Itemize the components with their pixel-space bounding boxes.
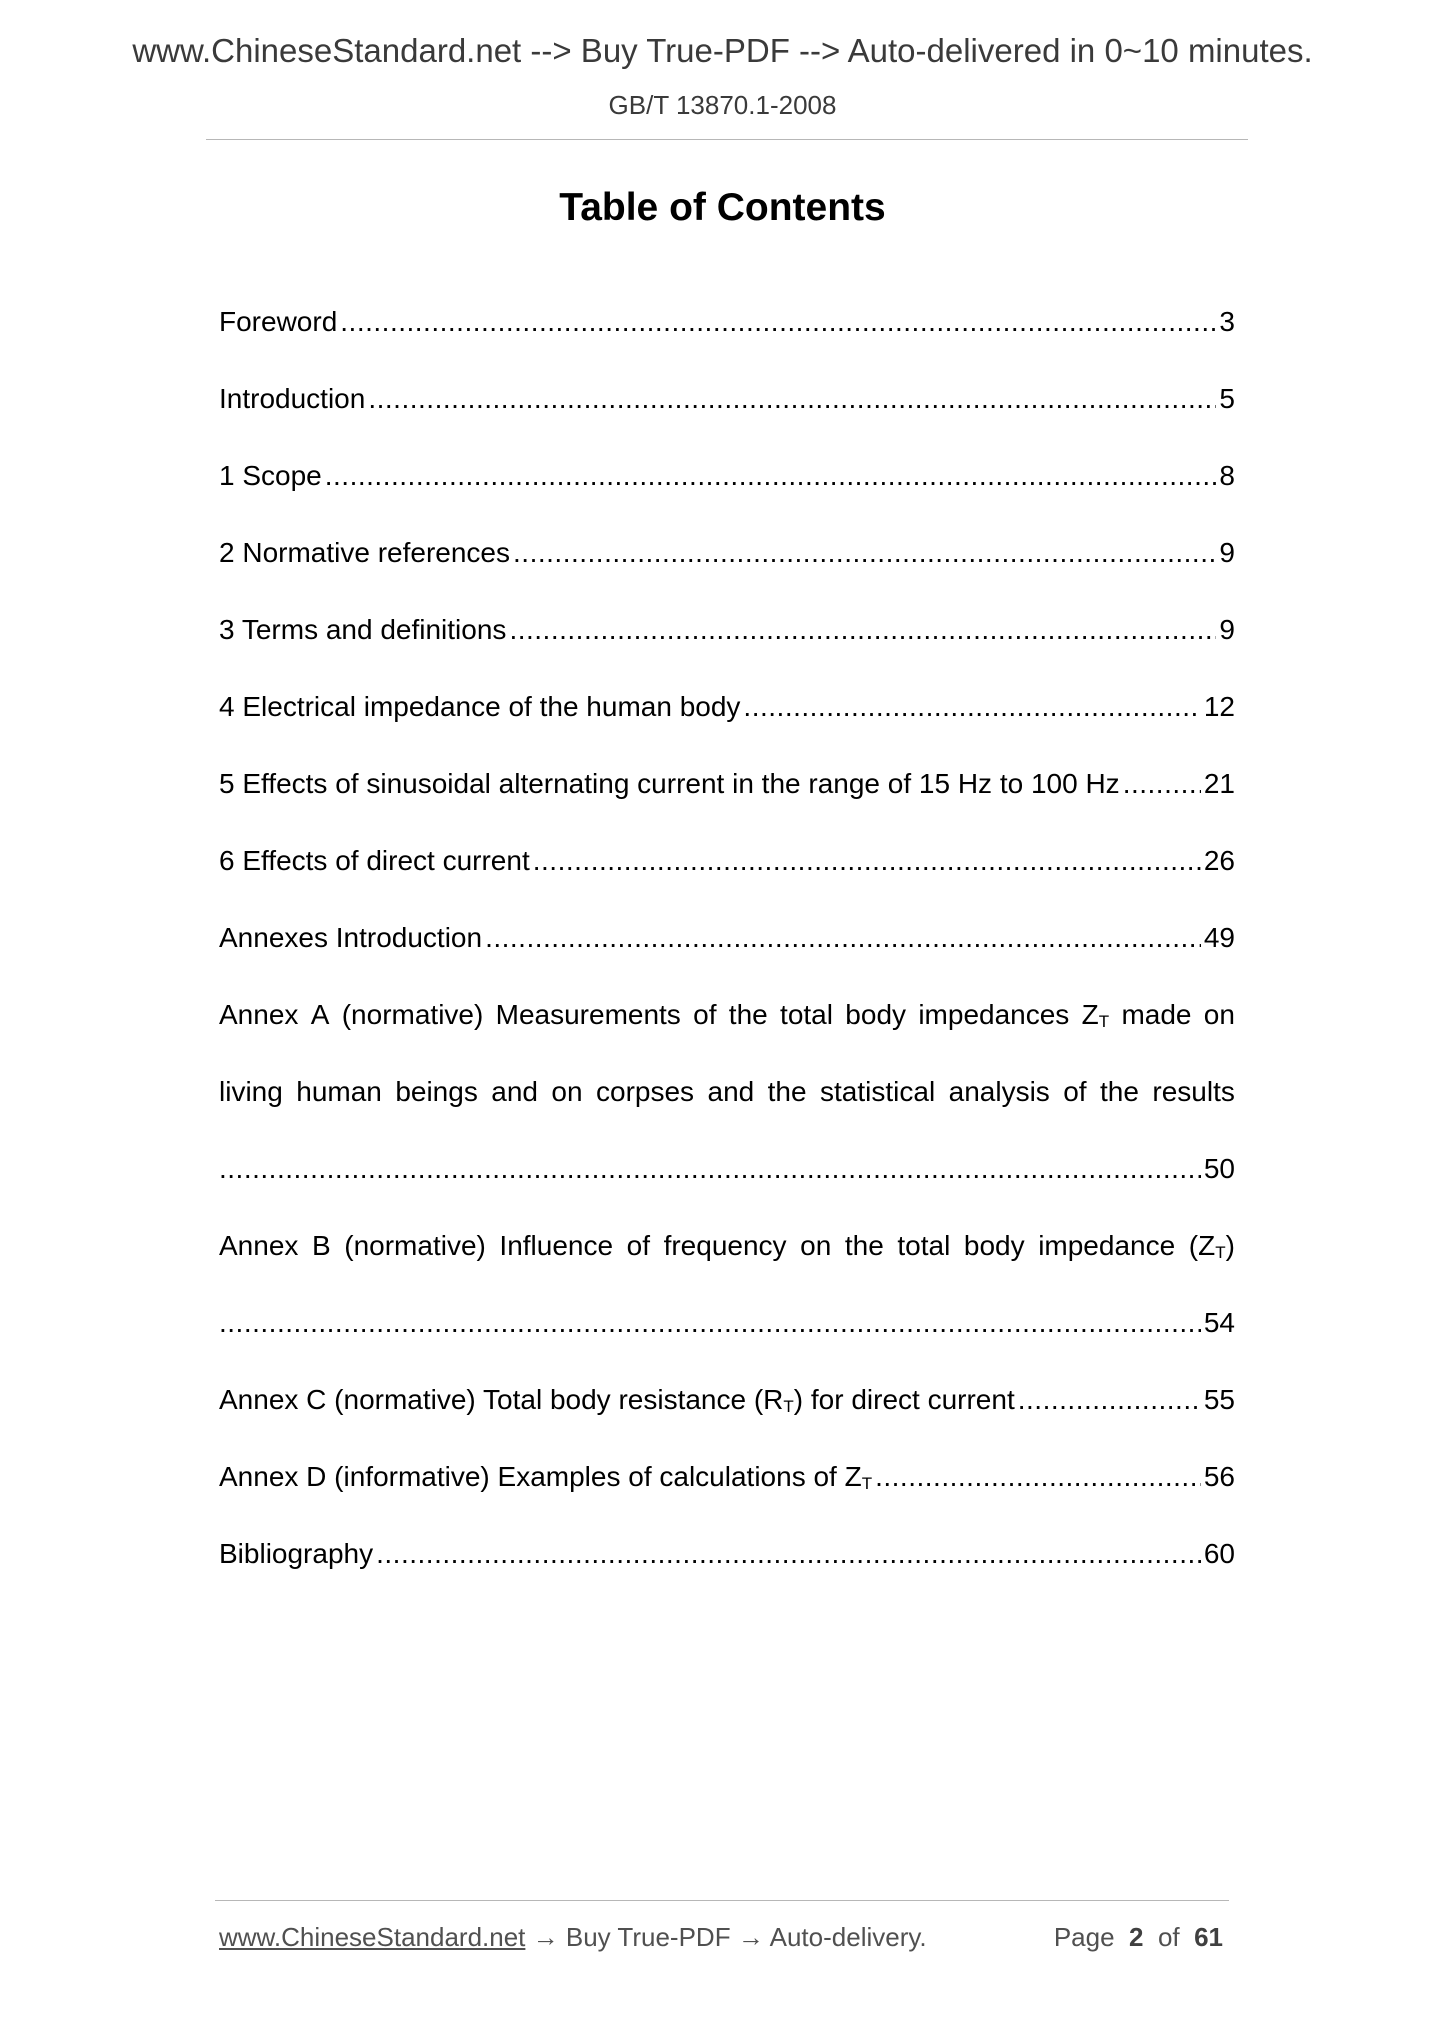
toc-leader-dots <box>1018 1380 1201 1420</box>
toc-word: statistical <box>820 1076 936 1107</box>
toc-word: (normative) <box>341 999 484 1030</box>
header-banner: www.ChineseStandard.net --> Buy True-PDF --> Auto-delivered in 0~10 minutes. <box>132 32 1313 69</box>
toc-entry-impedance[interactable] <box>219 687 1235 727</box>
toc-word: on <box>800 1230 832 1261</box>
toc-word: Annex <box>219 1230 299 1261</box>
toc-word: frequency <box>663 1230 787 1261</box>
toc-word: the <box>728 999 768 1030</box>
toc-entry-annex-b-leader[interactable] <box>219 1303 1235 1343</box>
toc-leader-dots <box>875 1457 1201 1497</box>
page-current: 2 <box>1129 1922 1144 1952</box>
toc-page-number: 56 <box>1203 1461 1235 1492</box>
toc-entry-label: 5 Effects of sinusoidal alternating current in the range of 15 Hz to 100 Hz <box>219 768 1120 799</box>
toc-word: impedance <box>1038 1230 1176 1261</box>
toc-word: total <box>780 999 833 1030</box>
toc-word: total <box>897 1230 951 1261</box>
toc-leader-dots <box>1123 764 1201 804</box>
toc-entry-annex-a-line1[interactable] <box>219 995 1235 1035</box>
toc-entry-label: Foreword <box>219 306 338 337</box>
toc-entry-label: Bibliography <box>219 1538 374 1569</box>
toc-page-number: 9 <box>1219 537 1235 568</box>
toc-entry-label: 6 Effects of direct current <box>219 845 530 876</box>
toc-leader-dots <box>340 302 1216 342</box>
toc-entry-bibliography[interactable] <box>219 1534 1235 1574</box>
toc-entry-annex-a-leader[interactable] <box>219 1149 1235 1189</box>
toc-page-number: 60 <box>1203 1538 1235 1569</box>
toc-word: Influence <box>499 1230 614 1261</box>
standard-number: GB/T 13870.1-2008 <box>608 90 837 120</box>
toc-word: of <box>693 999 717 1030</box>
symbol-subscript: T <box>783 1397 794 1416</box>
toc-entry-label <box>219 1457 872 1501</box>
toc-leader-dots <box>513 533 1216 573</box>
toc-word: body <box>963 1230 1025 1261</box>
label-prefix: Annex D (informative) Examples of calculations of Z <box>219 1461 862 1492</box>
toc-entry-label: 3 Terms and definitions <box>219 614 507 645</box>
footer-promo-text: Auto-delivery. <box>769 1922 927 1952</box>
toc-leader-dots <box>219 1149 1201 1189</box>
toc-page-number: 3 <box>1219 306 1235 337</box>
page-label: Page <box>1053 1922 1115 1952</box>
toc-word: (normative) <box>344 1230 486 1261</box>
page-indicator <box>1054 1922 1223 1953</box>
label-suffix: ) for direct current <box>793 1384 1015 1415</box>
toc-entry-annexes-introduction[interactable] <box>219 918 1235 958</box>
toc-leader-dots <box>509 610 1216 650</box>
toc-entry-normative-references[interactable] <box>219 533 1235 573</box>
toc-leader-dots <box>219 1303 1201 1343</box>
toc-word: of <box>626 1230 650 1261</box>
symbol-subscript: T <box>861 1474 873 1493</box>
toc-page-number: 9 <box>1219 614 1235 645</box>
toc-word: A <box>310 999 330 1030</box>
toc-word: on <box>1203 999 1235 1030</box>
toc-word: B <box>311 1230 331 1261</box>
toc-word-symbol <box>1082 995 1110 1035</box>
toc-entry-direct-current[interactable] <box>219 841 1235 881</box>
toc-entry-label <box>219 1380 1015 1424</box>
toc-leader-dots <box>743 687 1200 727</box>
footer-promo-text: Buy True-PDF <box>565 1922 731 1952</box>
toc-entry-label: 4 Electrical impedance of the human body <box>219 691 741 722</box>
toc-page-number: 50 <box>1203 1153 1235 1184</box>
toc-word: results <box>1152 1076 1235 1107</box>
toc-page-number: 8 <box>1219 460 1235 491</box>
toc-word: the <box>767 1076 807 1107</box>
toc-word: Measurements <box>495 999 681 1030</box>
toc-word: Annex <box>219 999 299 1030</box>
label-prefix: Annex C (normative) Total body resistance (R <box>219 1384 784 1415</box>
toc-entry-annex-d[interactable] <box>219 1457 1235 1497</box>
toc-word: and <box>707 1076 755 1107</box>
toc-word: on <box>551 1076 583 1107</box>
toc-word: the <box>1100 1076 1139 1107</box>
toc-entry-label: Annexes Introduction <box>219 922 483 953</box>
toc-word: human <box>296 1076 382 1107</box>
symbol-subscript: T <box>1215 1243 1226 1262</box>
footer-website-link[interactable]: www.ChineseStandard.net <box>219 1922 526 1952</box>
toc-word: corpses <box>596 1076 695 1107</box>
page-of-label: of <box>1157 1922 1180 1952</box>
toc-page-number: 54 <box>1203 1307 1235 1338</box>
toc-word: beings <box>395 1076 478 1107</box>
toc-word: analysis <box>948 1076 1050 1107</box>
symbol-letter: (Z <box>1188 1230 1216 1261</box>
toc-entry-scope[interactable] <box>219 456 1235 496</box>
toc-entry-label: 2 Normative references <box>219 537 511 568</box>
toc-entry-annex-a-line2[interactable] <box>219 1072 1235 1112</box>
toc-word: the <box>844 1230 884 1261</box>
footer-promo <box>219 1922 927 1953</box>
toc-page-number: 49 <box>1203 922 1235 953</box>
toc-page-number: 21 <box>1203 768 1235 799</box>
toc-leader-dots <box>376 1534 1201 1574</box>
toc-leader-dots <box>325 456 1217 496</box>
toc-entry-introduction[interactable] <box>219 379 1235 419</box>
toc-page-number: 26 <box>1203 845 1235 876</box>
toc-word: body <box>845 999 907 1030</box>
toc-word-symbol <box>1189 1226 1235 1266</box>
symbol-letter: Z <box>1081 999 1099 1030</box>
toc-word: made <box>1121 999 1192 1030</box>
arrow-right-icon: → <box>532 1922 559 1952</box>
toc-leader-dots <box>485 918 1201 958</box>
page-total: 61 <box>1194 1922 1223 1952</box>
toc-entry-foreword[interactable] <box>219 302 1235 342</box>
toc-entry-label: 1 Scope <box>219 460 322 491</box>
toc-page-number: 5 <box>1219 383 1235 414</box>
toc-page-number: 55 <box>1203 1384 1235 1415</box>
arrow-right-icon: → <box>737 1922 764 1952</box>
toc-entry-terms[interactable] <box>219 610 1235 650</box>
toc-word: impedances <box>918 999 1070 1030</box>
page-title: Table of Contents <box>559 186 886 229</box>
toc-word: and <box>491 1076 538 1107</box>
toc-leader-dots <box>533 841 1201 881</box>
toc-leader-dots <box>368 379 1216 419</box>
toc-entry-label: Introduction <box>219 383 366 414</box>
toc-page-number: 12 <box>1203 691 1235 722</box>
toc-word: of <box>1063 1076 1087 1107</box>
toc-entry-annex-b-line1[interactable] <box>219 1226 1235 1266</box>
toc-entry-annex-c[interactable] <box>219 1380 1235 1420</box>
footer-divider <box>215 1900 1229 1901</box>
toc-word: living <box>219 1076 283 1107</box>
symbol-subscript: T <box>1098 1012 1110 1031</box>
symbol-close-paren: ) <box>1225 1230 1235 1261</box>
toc-entry-sinusoidal[interactable] <box>219 764 1235 804</box>
header-divider <box>206 139 1248 140</box>
